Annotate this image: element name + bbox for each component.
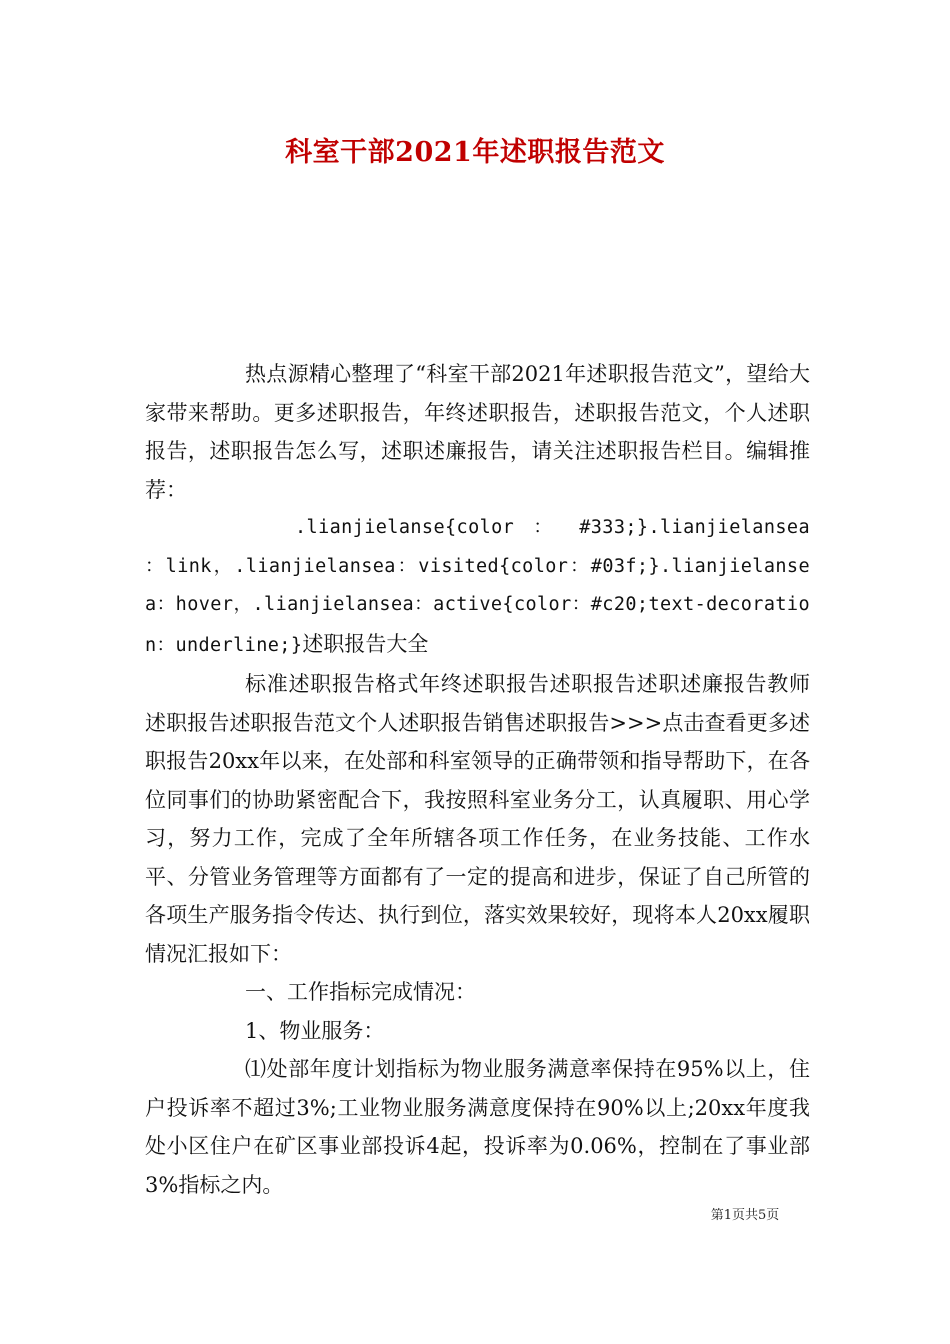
css-snippet-paragraph — [145, 509, 810, 665]
intro-paragraph: 热点源精心整理了“科室干部2021年述职报告范文”，望给大家带来帮助。更多述职报告，年终述职报告，述职报告范文，个人述职报告，述职报告怎么写，述职述廉报告，请关注述职报告栏目。编辑推荐： — [145, 362, 810, 502]
document-title: 科室干部2021年述职报告范文 — [285, 137, 665, 168]
subsection-heading-1: 1、物业服务： — [245, 1018, 385, 1043]
document-body — [145, 355, 810, 1204]
overview-paragraph: 标准述职报告格式年终述职报告述职报告述职述廉报告教师述职报告述职报告范文个人述职报告销售述职报告>>>点击查看更多述职报告20xx年以来，在处部和科室领导的正确带领和指导帮助下，在各位同事们的协助紧密配合下，我按照科室业务分工，认真履职、用心学习，努力工作，完成了全年所辖各项工作任务，在业务技能、工作水平、分管业务管理等方面都有了一定的提高和进步，保证了自己所管的各项生产服务指令传达、执行到位，落实效果较好，现将本人20xx履职情况汇报如下： — [145, 672, 810, 966]
css-snippet-text: .lianjielanse{color ： #333;}.lianjielansea ：link，.lianjielansea：visited{color：#03f;}.lianjielansea：hover，.lianjielansea：active{color：#c20;text-decoration：underline;} — [145, 517, 810, 656]
detail-paragraph-1: ⑴处部年度计划指标为物业服务满意率保持在95%以上，住户投诉率不超过3%;工业物业服务满意度保持在90%以上;20xx年度我处小区住户在矿区事业部投诉4起，投诉率为0.06%，控制在了事业部3%指标之内。 — [145, 1057, 810, 1197]
section-heading-1: 一、工作指标完成情况： — [245, 980, 476, 1004]
report-collection-link[interactable]: 述职报告大全 — [302, 631, 429, 656]
page-number: 第1页共5页 — [710, 1208, 780, 1223]
